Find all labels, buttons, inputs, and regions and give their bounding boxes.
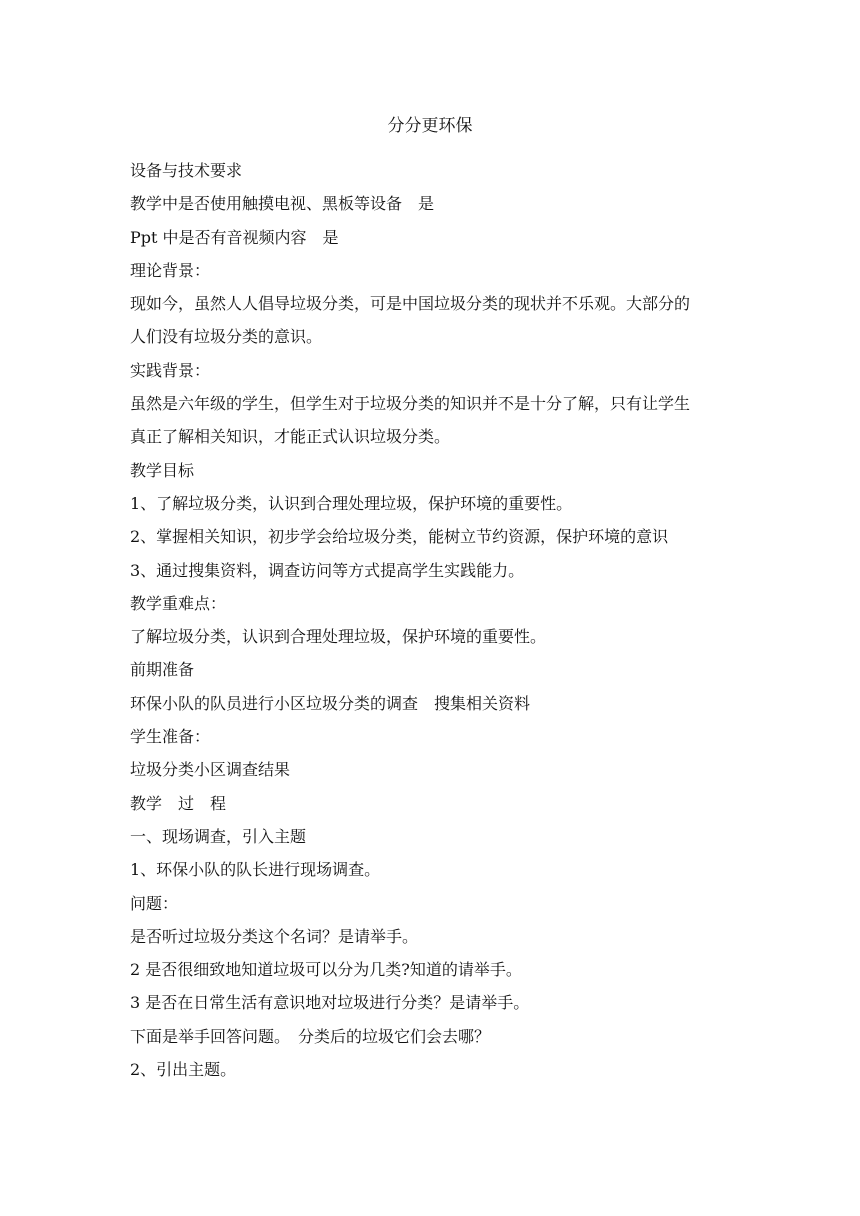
text-line: 是否听过垃圾分类这个名词？是请举手。 — [130, 926, 419, 946]
text-line: 了解垃圾分类，认识到合理处理垃圾，保护环境的重要性。 — [130, 627, 547, 647]
text-line: 虽然是六年级的学生，但学生对于垃圾分类的知识并不是十分了解，只有让学生 — [130, 394, 691, 414]
text-line: 1、环保小队的队长进行现场调查。 — [130, 860, 381, 880]
text-line: 现如今，虽然人人倡导垃圾分类，可是中国垃圾分类的现状并不乐观。大部分的 — [130, 294, 691, 314]
text-line: Ppt 中是否有音视频内容 是 — [130, 227, 339, 247]
text-line: 教学重难点： — [130, 593, 227, 613]
text-line: 一、现场调查，引入主题 — [130, 826, 307, 846]
text-line: 教学 过 程 — [130, 793, 227, 813]
text-line: 1、了解垃圾分类，认识到合理处理垃圾，保护环境的重要性。 — [130, 493, 573, 513]
text-line: 人们没有垃圾分类的意识。 — [130, 327, 323, 347]
text-line: 垃圾分类小区调查结果 — [130, 760, 291, 780]
text-line: 问题： — [130, 893, 179, 913]
text-line: 2、引出主题。 — [130, 1060, 237, 1080]
text-line: 教学中是否使用触摸电视、黑板等设备 是 — [130, 194, 435, 214]
text-line: 下面是举手回答问题。 分类后的垃圾它们会去哪？ — [130, 1026, 491, 1046]
text-line: 学生准备： — [130, 727, 211, 747]
text-line: 教学目标 — [130, 460, 195, 480]
text-line: 理论背景： — [130, 260, 211, 280]
text-line: 实践背景： — [130, 360, 211, 380]
text-line: 设备与技术要求 — [130, 161, 243, 180]
document-title: 分分更环保 — [387, 116, 473, 136]
text-line: 3、通过搜集资料，调查访问等方式提高学生实践能力。 — [130, 560, 525, 580]
text-line: 真正了解相关知识，才能正式认识垃圾分类。 — [130, 427, 451, 447]
text-line: 前期准备 — [130, 660, 195, 680]
text-line: 2、掌握相关知识，初步学会给垃圾分类，能树立节约资源，保护环境的意识 — [130, 527, 669, 547]
text-line: 3 是否在日常生活有意识地对垃圾进行分类？是请举手。 — [130, 993, 530, 1013]
document-body — [130, 154, 740, 1086]
text-line: 环保小队的队员进行小区垃圾分类的调查 搜集相关资料 — [130, 693, 531, 713]
text-line: 2 是否很细致地知道垃圾可以分为几类?知道的请举手。 — [130, 960, 522, 980]
